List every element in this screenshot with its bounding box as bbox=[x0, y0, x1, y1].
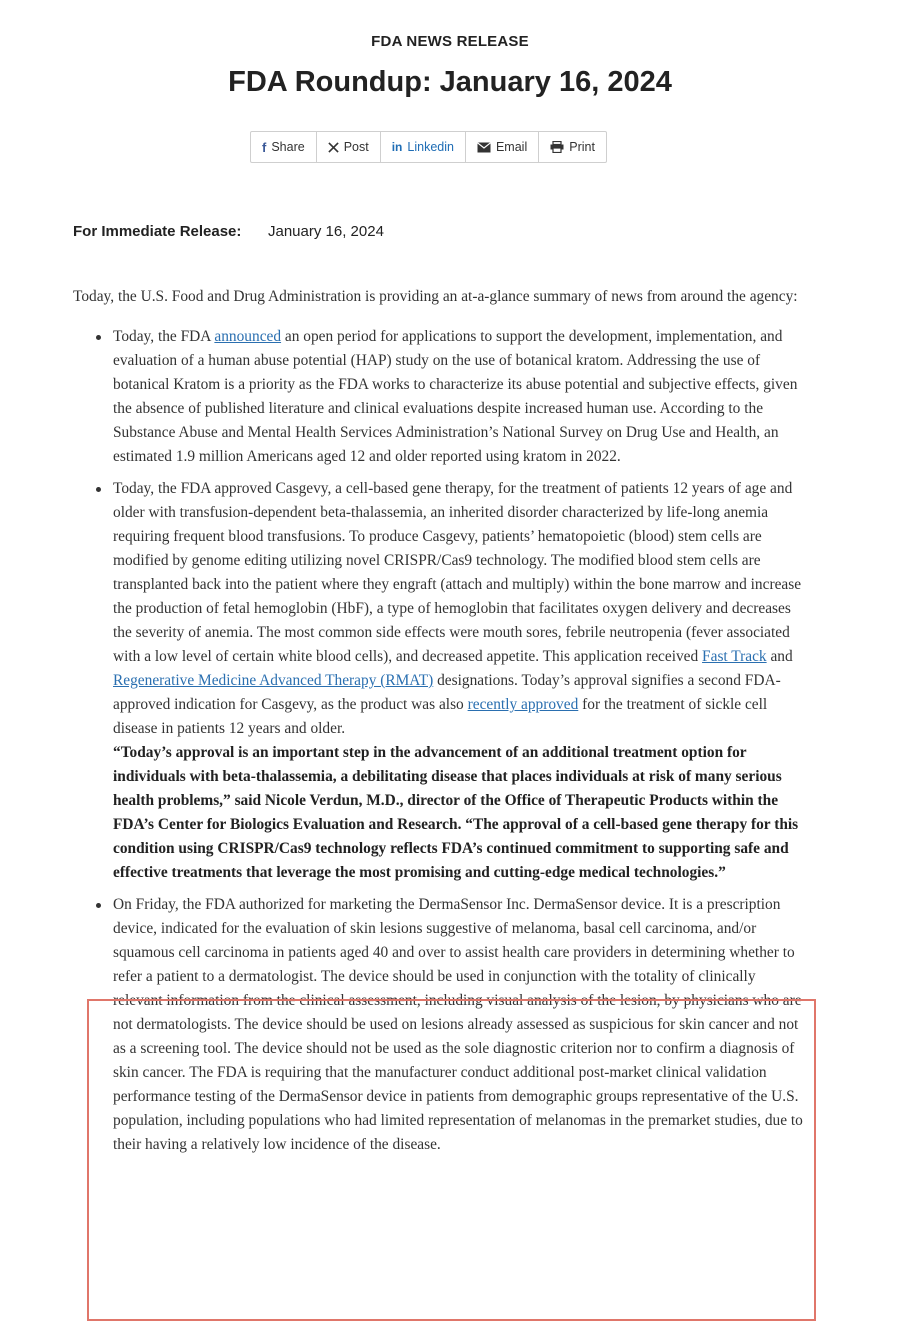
list-item-casgevy bbox=[73, 477, 803, 885]
release-label: For Immediate Release: bbox=[73, 223, 242, 240]
intro-paragraph: Today, the U.S. Food and Drug Administration is providing an at-a-glance summary of news from around the agency: bbox=[73, 288, 798, 305]
printer-icon bbox=[550, 141, 564, 153]
facebook-share-button[interactable] bbox=[251, 132, 317, 162]
release-date: January 16, 2024 bbox=[268, 223, 384, 240]
dermasensor-text: On Friday, the FDA authorized for marketing the DermaSensor Inc. DermaSensor device. It is a prescription device, indicated for the evaluation of skin lesions suggestive of melanoma, basal cell carcinoma, and/or squamous cell carcinoma in patients aged 40 and over to assist health care providers in determining whether to refer a patient to a dermatologist. The device should be used in conjunction with the totality of clinically relevant information from the clinical assessment, including visual analysis of the lesion, by physicians who are not dermatologists. The device should be used on lesions already assessed as suspicious for skin cancer and not as a screening tool. The device should not be used as the sole diagnostic criterion nor to confirm a diagnosis of skin cancer. The FDA is requiring that the manufacturer conduct additional post-market clinical validation performance testing of the DermaSensor device in patients from demographic groups representative of the U.S. population, including populations who had limited representation of melanomas in the premarket studies, due to their having a relatively low incidence of the disease. bbox=[113, 896, 803, 1153]
announced-link[interactable]: announced bbox=[214, 328, 282, 345]
email-label: Email bbox=[495, 140, 528, 154]
casgevy-text-1: Today, the FDA approved Casgevy, a cell-based gene therapy, for the treatment of patients 12 years of age and older with transfusion-dependent beta-thalassemia, an inherited disorder characterized by life-long anemia requiring frequent blood transfusions. To produce Casgevy, patients’ hematopoietic (blood) stem cells are modified by genome editing utilizing novel CRISPR/Cas9 technology. The modified blood stem cells are transplanted back into the patient where they engraft (attach and multiply) within the bone marrow and increase the production of fetal hemoglobin (HbF), a type of hemoglobin that facilitates oxygen delivery and decreases the severity of anemia. The most common side effects were mouth sores, febrile neutropenia (fever associated with a low level of certain white blood cells), and decreased appetite. This application received bbox=[113, 480, 802, 665]
verdun-quote: “Today’s approval is an important step in the advancement of an additional treatment option for individuals with beta-thalassemia, a debilitating disease that places individuals at risk of many serious health problems,” said Nicole Verdun, M.D., director of the Office of Therapeutic Products within the FDA’s Center for Biologics Evaluation and Research. “The approval of a cell-based gene therapy for this condition using CRISPR/Cas9 technology reflects FDA’s continued commitment to supporting safe and effective treatments that leverage the most promising and cutting-edge medical technologies.” bbox=[113, 744, 799, 881]
fast-track-link[interactable]: Fast Track bbox=[702, 648, 767, 665]
casgevy-text-2: and bbox=[766, 648, 793, 665]
x-icon bbox=[328, 142, 339, 153]
page-title: FDA Roundup: January 16, 2024 bbox=[228, 66, 672, 98]
kratom-text-rest: an open period for applications to support the development, implementation, and evaluation of a human abuse potential (HAP) study on the use of botanical kratom. Addressing the use of botanical Kratom is a priority as the FDA works to characterize its abuse potential and subjective effects, given the absence of published literature and clinical evaluations despite increased human use. According to the Substance Abuse and Mental Health Services Administration’s National Survey on Drug Use and Health, an estimated 1.9 million Americans aged 12 and older reported using kratom in 2022. bbox=[113, 328, 798, 465]
post-label: Post bbox=[343, 140, 369, 154]
list-item-kratom bbox=[73, 325, 803, 469]
email-share-button[interactable] bbox=[466, 132, 539, 162]
casgevy-text-4: for the treatment of sickle cell disease in patients 12 years and older. bbox=[113, 696, 768, 737]
envelope-icon bbox=[477, 142, 491, 153]
facebook-icon: f bbox=[262, 139, 267, 155]
print-button[interactable] bbox=[539, 132, 606, 162]
news-list bbox=[73, 325, 803, 1157]
linkedin-share-button[interactable] bbox=[381, 132, 466, 162]
rmat-link[interactable]: Regenerative Medicine Advanced Therapy (RMAT) bbox=[113, 672, 434, 689]
release-line bbox=[73, 223, 384, 240]
share-toolbar bbox=[250, 131, 607, 163]
recently-approved-link[interactable]: recently approved bbox=[467, 696, 579, 713]
casgevy-text-3: designations. Today’s approval signifies a second FDA-approved indication for Casgevy, as the product was also bbox=[113, 672, 781, 713]
news-release-kicker: FDA NEWS RELEASE bbox=[371, 33, 529, 50]
linkedin-label: Linkedin bbox=[407, 140, 454, 154]
article-body bbox=[73, 285, 803, 1165]
kratom-text-start: Today, the FDA bbox=[113, 328, 215, 345]
list-item-dermasensor bbox=[73, 893, 803, 1157]
linkedin-icon: in bbox=[391, 140, 403, 154]
share-label: Share bbox=[271, 140, 305, 154]
print-label: Print bbox=[569, 140, 595, 154]
x-post-button[interactable] bbox=[317, 132, 381, 162]
